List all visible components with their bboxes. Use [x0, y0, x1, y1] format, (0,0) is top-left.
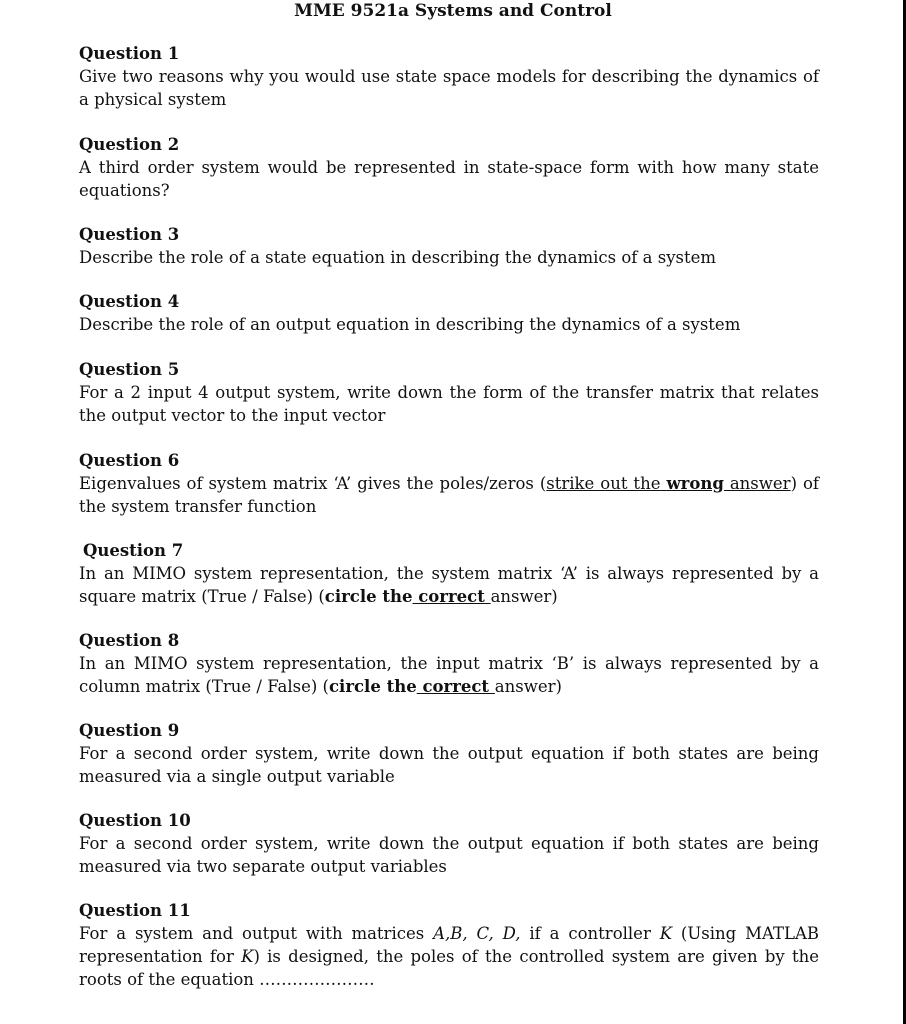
question-title: Question 4 — [79, 292, 180, 311]
question-title: Question 10 — [79, 811, 191, 830]
question-text: Give two reasons why you would use state space models for describing the dynamics of a physical system — [79, 67, 819, 109]
question-title: Question 1 — [79, 44, 180, 63]
question-text: For a 2 input 4 output system, write down the form of the transfer matrix that relates the output vector to the input vector — [79, 383, 819, 425]
question-text — [79, 922, 819, 991]
text-segment: Eigenvalues of system matrix ‘A’ gives the poles/zeros ( — [79, 474, 547, 493]
controller-symbol: K — [241, 947, 254, 966]
question-2 — [79, 133, 819, 202]
emphasis-the: the — [376, 587, 413, 606]
emphasis-correct: correct — [416, 677, 495, 696]
text-segment: answer — [723, 474, 791, 493]
question-6 — [79, 449, 819, 518]
emphasis-circle: circle — [329, 677, 381, 696]
text-segment: (Using MATLAB representation for — [79, 924, 819, 966]
emphasis-correct: correct — [412, 587, 491, 606]
question-text — [79, 472, 819, 518]
question-text — [79, 652, 819, 698]
text-segment: answer) — [490, 587, 558, 606]
text-segment: ) of the system transfer function — [79, 474, 820, 516]
question-title: Question 2 — [79, 135, 180, 154]
question-5 — [79, 358, 819, 427]
question-10 — [79, 809, 819, 878]
text-segment: strike out the — [546, 474, 667, 493]
question-11 — [79, 899, 819, 991]
question-1 — [79, 42, 819, 111]
matrices-symbols: A,B, C, D, — [433, 924, 521, 943]
question-title: Question 5 — [79, 360, 180, 379]
question-9 — [79, 719, 819, 788]
question-text: Describe the role of a state equation in describing the dynamics of a system — [79, 248, 717, 267]
question-text: A third order system would be represented in state-space form with how many state equations? — [79, 158, 819, 200]
question-text: Describe the role of an output equation in describing the dynamics of a system — [79, 315, 741, 334]
question-text: For a second order system, write down the output equation if both states are being measured via two separate output variables — [79, 834, 819, 876]
question-title: Question 6 — [79, 451, 180, 470]
question-4 — [79, 290, 819, 336]
page-title: MME 9521a Systems and Control — [294, 1, 612, 21]
question-title: Question 11 — [79, 901, 191, 920]
question-7 — [83, 539, 819, 562]
controller-symbol: K — [659, 924, 673, 943]
emphasis-circle: circle — [324, 587, 377, 606]
text-segment: if a controller — [520, 924, 660, 943]
question-text — [79, 562, 819, 608]
question-title: Question 3 — [79, 225, 180, 244]
question-7-body — [79, 562, 819, 608]
question-title: Question 7 — [83, 541, 184, 560]
text-segment: In an MIMO system representation, the system matrix ‘A’ is always represented by a square matrix (True / False) ( — [79, 564, 819, 606]
text-segment: In an MIMO system representation, the input matrix ‘B’ is always represented by a column matrix (True / False) ( — [79, 654, 819, 696]
underlined-instruction — [546, 474, 790, 493]
question-title: Question 9 — [79, 721, 180, 740]
question-text: For a second order system, write down the output equation if both states are being measured via a single output variable — [79, 744, 819, 786]
question-title: Question 8 — [79, 631, 180, 650]
emphasis-wrong: wrong — [666, 474, 724, 493]
question-8 — [79, 629, 819, 698]
emphasis-the: the — [380, 677, 417, 696]
question-3 — [79, 223, 819, 269]
text-segment: For a system and output with matrices — [79, 924, 434, 943]
text-segment: ) is designed, the poles of the controlled system are given by the roots of the equation ………………… — [79, 947, 819, 989]
text-segment: answer) — [494, 677, 562, 696]
